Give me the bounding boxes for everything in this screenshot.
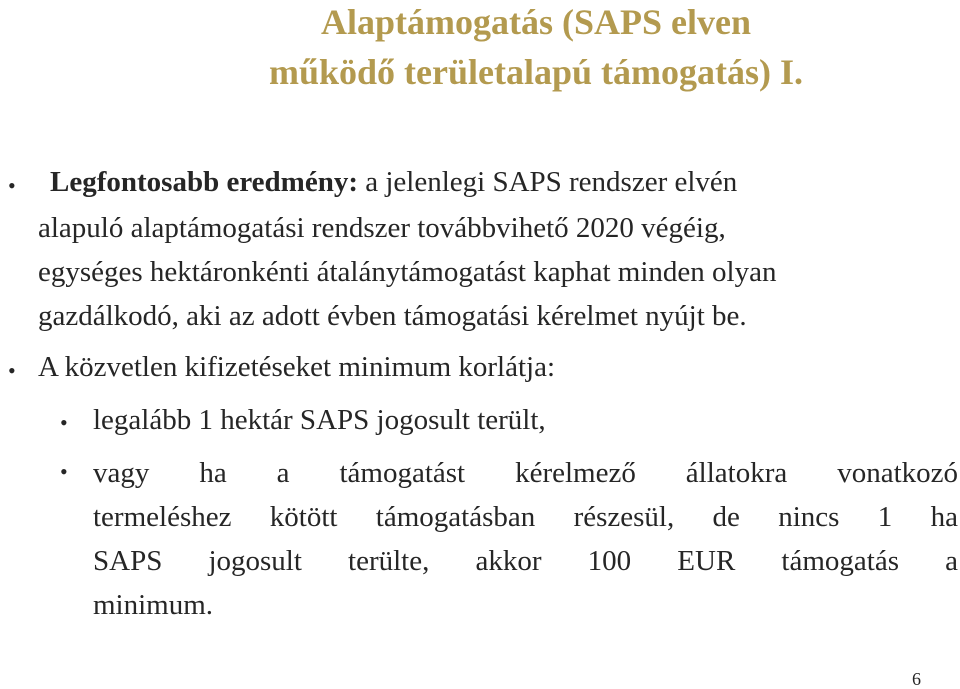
slide-title-line-1: Alaptámogatás (SAPS elven xyxy=(321,2,751,42)
sub-bullet-2-line-3: SAPS jogosult terülte, akkor 100 EUR támogatás a xyxy=(93,545,958,577)
sub-bullet-1-line-1: legalább 1 hektár SAPS jogosult terült, xyxy=(93,404,546,436)
sub-bullet-2-line-1: vagy ha a támogatást kérelmező állatokra vonatkozó xyxy=(93,457,958,489)
bullet-1-line-2: alapuló alaptámogatási rendszer továbbvihető 2020 végéig, xyxy=(38,212,726,244)
sub-bullet-2-line-2: termeléshez kötött támogatásban részesül, de nincs 1 ha xyxy=(93,501,958,533)
page-number: 6 xyxy=(912,669,921,689)
sub-bullet-2-line-4: minimum. xyxy=(93,589,214,621)
bullet-2-text: A közvetlen kifizetéseket minimum korlátja: xyxy=(38,351,556,383)
bullet-icon: • xyxy=(8,173,16,198)
bullet-icon: • xyxy=(8,358,16,383)
slide-title-line-2: működő területalapú támogatás) I. xyxy=(268,52,803,92)
bullet-1-lead: Legfontosabb eredmény: xyxy=(50,166,358,198)
bullet-1-line-1-text: a jelenlegi SAPS rendszer elvén xyxy=(357,166,738,198)
bullet-1-line-4: gazdálkodó, aki az adott évben támogatási kérelmet nyújt be. xyxy=(38,300,747,332)
sub-bullet-icon: • xyxy=(60,459,68,484)
bullet-1-line-1 xyxy=(50,160,737,204)
sub-bullet-icon: • xyxy=(60,410,68,435)
bullet-1-line-3: egységes hektáronkénti átalánytámogatást kaphat minden olyan xyxy=(38,256,777,288)
